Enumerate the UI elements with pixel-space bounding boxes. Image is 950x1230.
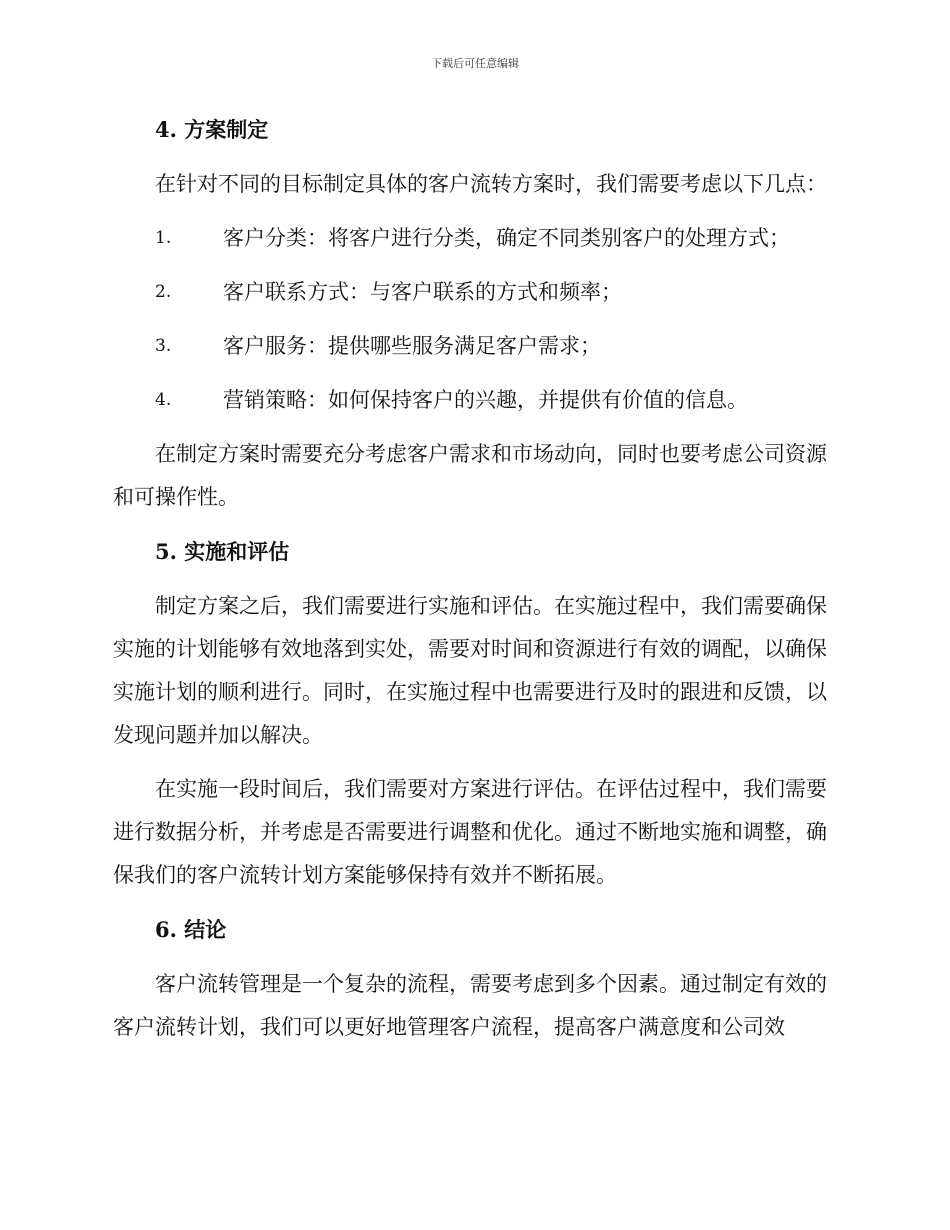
section-heading-4: 4. 方案制定	[155, 117, 269, 142]
list-text: 客户服务：提供哪些服务满足客户需求；	[223, 334, 601, 358]
section-heading-6: 6. 结论	[155, 917, 227, 942]
section-heading-5: 5. 实施和评估	[155, 539, 290, 564]
section-5-paragraph-2: 在实施一段时间后，我们需要对方案进行评估。在评估过程中，我们需要进行数据分析，并考虑是否需要进行调整和优化。通过不断地实施和调整，确保我们的客户流转计划方案能够保持有效并不断拓展。	[113, 777, 827, 887]
section-6-paragraph-1: 客户流转管理是一个复杂的流程，需要考虑到多个因素。通过制定有效的客户流转计划，我们可以更好地管理客户流程，提高客户满意度和公司效	[113, 972, 827, 1039]
document-body	[113, 108, 833, 1049]
list-number: 2.	[155, 282, 172, 302]
section-5-paragraph-1: 制定方案之后，我们需要进行实施和评估。在实施过程中，我们需要确保实施的计划能够有效地落到实处，需要对时间和资源进行有效的调配，以确保实施计划的顺利进行。同时，在实施过程中也需要进行及时的跟进和反馈，以发现问题并加以解决。	[113, 594, 827, 747]
list-text: 营销策略：如何保持客户的兴趣，并提供有价值的信息。	[223, 388, 748, 412]
list-text: 客户分类：将客户进行分类，确定不同类别客户的处理方式；	[223, 226, 790, 250]
list-item	[113, 379, 833, 422]
list-number: 1.	[155, 228, 172, 248]
list-number: 3.	[155, 336, 172, 356]
list-text: 客户联系方式：与客户联系的方式和频率；	[223, 280, 622, 304]
section-4-intro: 在针对不同的目标制定具体的客户流转方案时，我们需要考虑以下几点：	[155, 172, 827, 196]
list-item	[113, 271, 833, 314]
section-4-closing: 在制定方案时需要充分考虑客户需求和市场动向，同时也要考虑公司资源和可操作性。	[113, 442, 827, 509]
list-item	[113, 325, 833, 368]
list-item	[113, 217, 833, 260]
list-number: 4.	[155, 390, 172, 410]
page-header: 下载后可任意编辑	[431, 57, 519, 70]
